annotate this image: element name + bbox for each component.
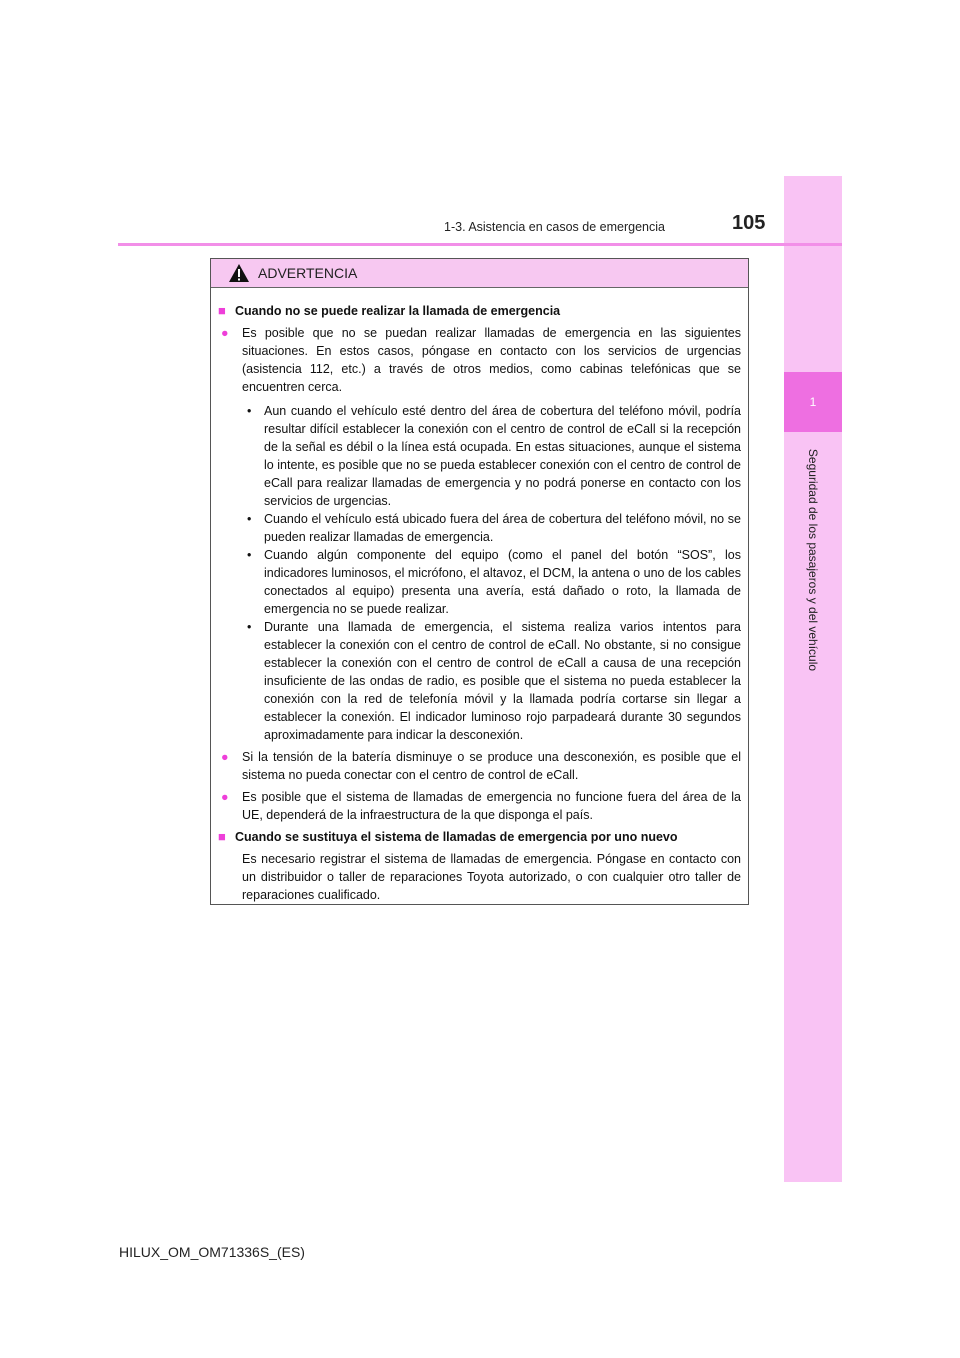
sub-item-text: Cuando algún componente del equipo (como el panel del botón “SOS”, los indicadores luminosos, el micrófono, el altavoz, el DCM, la antena o uno de los cables conectados al equipo) presenta una avería, está dañado o roto, la llamada de emergencia no se puede realizar. <box>264 548 741 616</box>
warning-body <box>211 288 748 904</box>
circle-bullet-icon: ● <box>221 750 229 764</box>
sub-item <box>242 618 741 744</box>
warning-box <box>210 258 749 905</box>
header-rule <box>118 243 842 246</box>
dot-marker: • <box>247 404 252 418</box>
dot-marker: • <box>247 512 252 526</box>
section-paragraph: Es necesario registrar el sistema de llamadas de emergencia. Póngase en contacto con un distribuidor o taller de reparaciones Toyota autorizado, o con cualquier otro taller de reparaciones cualificado. <box>242 852 741 902</box>
warning-title: ADVERTENCIA <box>258 265 358 281</box>
section-title: 1-3. Asistencia en casos de emergencia <box>444 220 665 234</box>
section-heading-text: Cuando se sustituya el sistema de llamadas de emergencia por uno nuevo <box>235 830 678 844</box>
circle-bullet-icon: ● <box>221 790 229 804</box>
bullet-text: Es posible que no se puedan realizar llamadas de emergencia en las siguientes situaciones. En estos casos, póngase en contacto con los servicios de urgencias (asistencia 112, etc.) a través de otros medios, como cabinas telefónicas que se encuentren cerca. <box>242 326 741 394</box>
section-heading <box>218 302 741 320</box>
chapter-number-tab: 1 <box>784 372 842 432</box>
page-number: 105 <box>732 212 766 234</box>
document-code: HILUX_OM_OM71336S_(ES) <box>119 1244 305 1260</box>
side-tab-strip <box>784 176 842 1182</box>
sub-item-text: Aun cuando el vehículo esté dentro del área de cobertura del teléfono móvil, podría resultar difícil establecer la conexión con el centro de control de eCall si la recepción de la señal es débil o la línea está ocupada. En estas situaciones, aunque el sistema lo intente, es posible que no se pueda establecer conexión con el centro de control de eCall para realizar llamadas de emergencia y no podrá ponerse en contacto con los servicios de urgencias. <box>264 404 741 508</box>
warning-triangle-icon <box>228 263 250 283</box>
section-heading <box>218 828 741 846</box>
sub-item <box>242 510 741 546</box>
chapter-title: Seguridad de los pasajeros y del vehículo <box>806 448 820 672</box>
bullet-text: Si la tensión de la batería disminuye o se produce una desconexión, es posible que el sistema no pueda conectar con el centro de control de eCall. <box>242 750 741 782</box>
sub-item <box>242 402 741 510</box>
section-heading-text: Cuando no se puede realizar la llamada de emergencia <box>235 304 561 318</box>
sub-item-text: Durante una llamada de emergencia, el sistema realiza varios intentos para establecer la conexión con el centro de control de eCall. No obstante, si no consigue establecer la conexión con el centro de control de eCall a causa de una recepción insuficiente de las ondas de radio, es posible que el sistema no pueda establecer la conexión con la red de telefonía móvil y la llamada podría cortarse sin llegar a establecer la conexión. El indicador luminoso rojo parpadeará durante 30 segundos aproximadamente para indicar la desconexión. <box>264 620 741 742</box>
dot-marker: • <box>247 620 252 634</box>
square-bullet-icon: ■ <box>218 303 226 318</box>
warning-header <box>211 259 748 288</box>
square-bullet-icon: ■ <box>218 829 226 844</box>
sub-item-text: Cuando el vehículo está ubicado fuera del área de cobertura del teléfono móvil, no se pueden realizar llamadas de emergencia. <box>264 512 741 544</box>
sub-list <box>242 402 741 744</box>
circle-bullet-icon: ● <box>221 326 229 340</box>
bullet-item <box>218 324 741 396</box>
dot-marker: • <box>247 548 252 562</box>
bullet-text: Es posible que el sistema de llamadas de emergencia no funcione fuera del área de la UE, dependerá de la infraestructura de la que disponga el país. <box>242 790 741 822</box>
bullet-item <box>218 748 741 784</box>
bullet-item <box>218 788 741 824</box>
sub-item <box>242 546 741 618</box>
